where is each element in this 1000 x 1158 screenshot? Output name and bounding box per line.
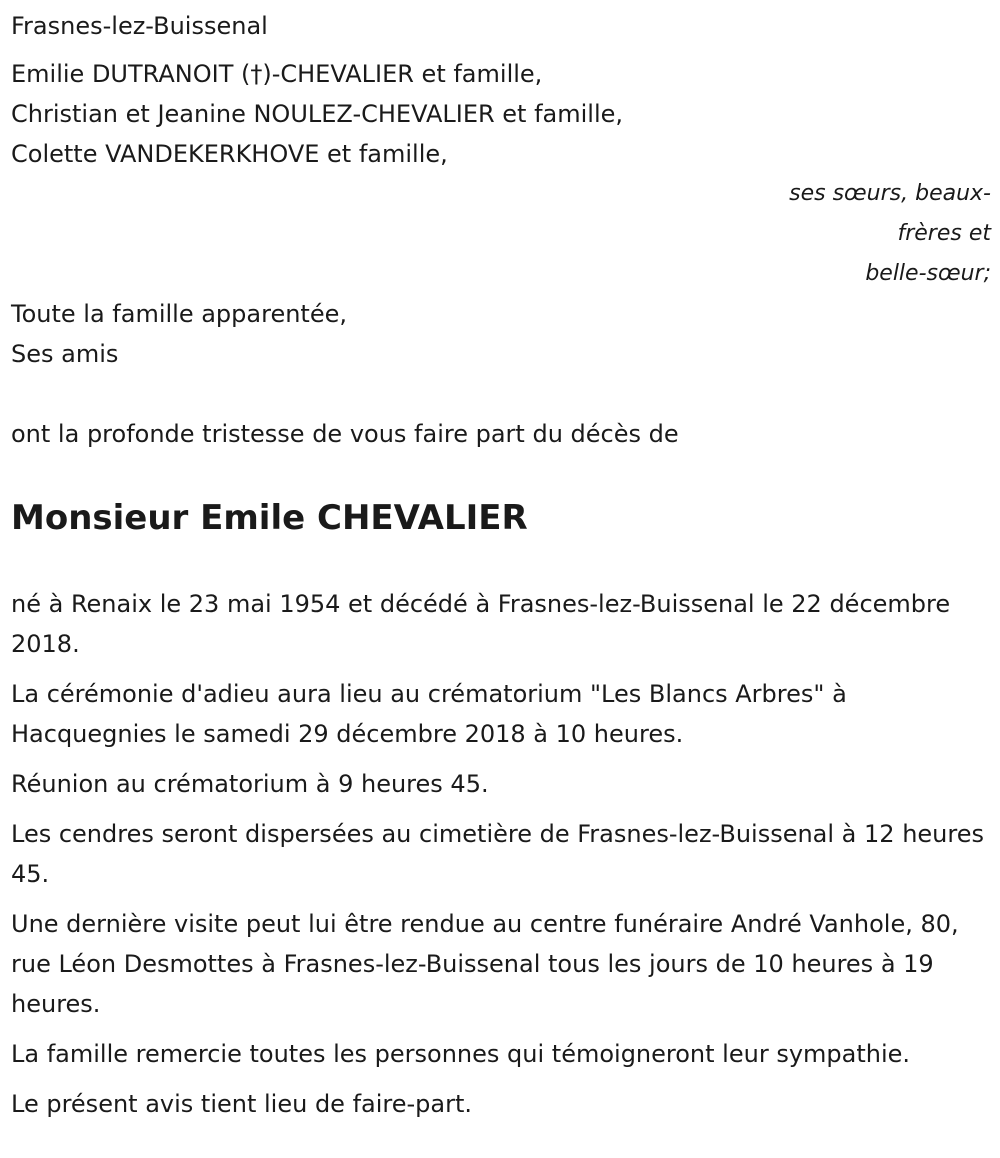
spacer (11, 374, 991, 414)
family-line-1: Emilie DUTRANOIT (†)-CHEVALIER et famille, (11, 60, 543, 88)
detail-ceremony: La cérémonie d'adieu aura lieu au crématorium "Les Blancs Arbres" à Hacquegnies le samedi 29 décembre 2018 à 10 heures. (11, 680, 847, 748)
family-extra-line-1: Toute la famille apparentée, (11, 300, 347, 328)
detail-thanks: La famille remercie toutes les personnes qui témoigneront leur sympathie. (11, 1040, 911, 1068)
family-line-3: Colette VANDEKERKHOVE et famille, (11, 140, 448, 168)
detail-ashes: Les cendres seront dispersées au cimetière de Frasnes-lez-Buissenal à 12 heures 45. (11, 820, 984, 888)
obituary-notice (11, 0, 991, 1124)
detail-meeting: Réunion au crématorium à 9 heures 45. (11, 770, 489, 798)
relation-line-2: frères et (897, 221, 991, 246)
relation-line-3: belle-sœur; (865, 261, 991, 286)
deceased-name: Monsieur Emile CHEVALIER (11, 498, 528, 538)
detail-notice: Le présent avis tient lieu de faire-part. (11, 1090, 473, 1118)
detail-birth-death: né à Renaix le 23 mai 1954 et décédé à Frasnes-lez-Buissenal le 22 décembre 2018. (11, 590, 951, 658)
announcement-text: ont la profonde tristesse de vous faire part du décès de (11, 420, 679, 448)
location-heading: Frasnes-lez-Buissenal (11, 12, 268, 40)
family-line-2: Christian et Jeanine NOULEZ-CHEVALIER et famille, (11, 100, 624, 128)
family-extra-line-2: Ses amis (11, 340, 119, 368)
detail-visit: Une dernière visite peut lui être rendue au centre funéraire André Vanhole, 80, rue Léon Desmottes à Frasnes-lez-Buissenal tous les jours de 10 heures à 19 heures. (11, 910, 959, 1018)
relation-line-1: ses sœurs, beaux- (789, 181, 991, 206)
